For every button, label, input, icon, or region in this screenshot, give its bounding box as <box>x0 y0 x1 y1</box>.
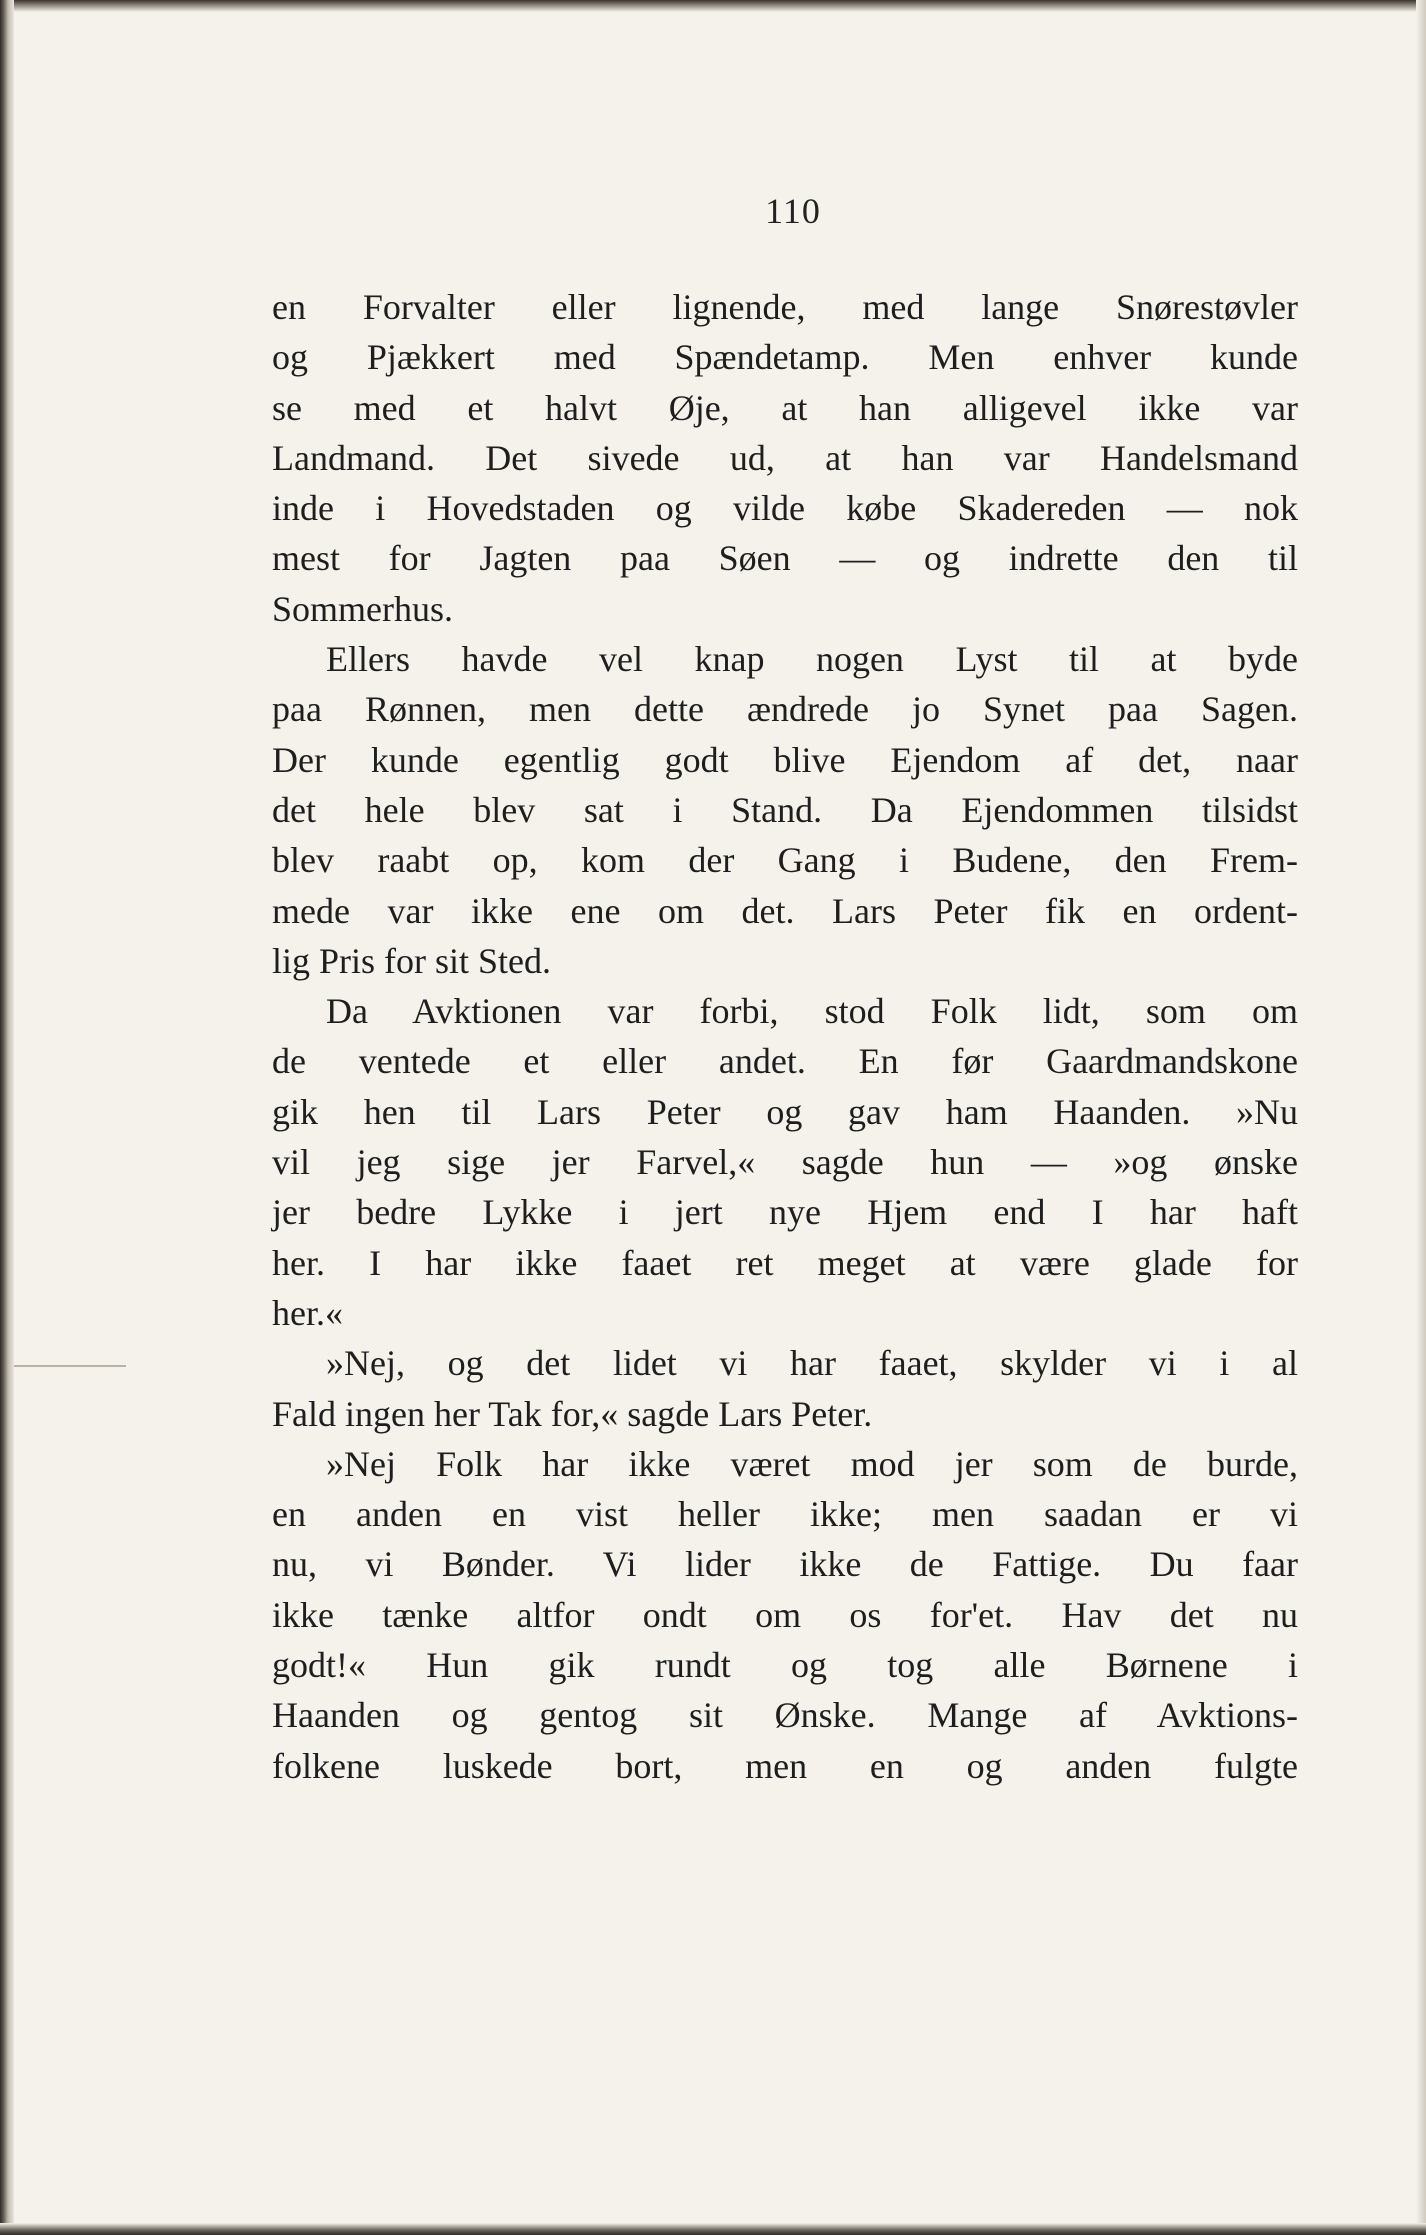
text-line: Ellers havde vel knap nogen Lyst til at byde <box>326 639 1298 680</box>
text-line: blev raabt op, kom der Gang i Budene, den Frem- <box>272 840 1298 881</box>
text-line: mest for Jagten paa Søen — og indrette den til <box>272 538 1298 579</box>
page-right-edge <box>1416 0 1426 2235</box>
page-bottom-edge <box>0 2223 1426 2235</box>
text-line: folkene luskede bort, men en og anden fulgte <box>272 1745 1298 1786</box>
page-number: 110 <box>765 191 821 231</box>
page-top-edge <box>0 0 1426 12</box>
text-line: og Pjækkert med Spændetamp. Men enhver kunde <box>272 337 1298 378</box>
text-line: Sommerhus. <box>272 588 454 629</box>
text-line: Der kunde egentlig godt blive Ejendom af det, naar <box>272 739 1298 780</box>
text-line: de ventede et eller andet. En før Gaardmandskone <box>272 1041 1298 1082</box>
text-line: jer bedre Lykke i jert nye Hjem end I har haft <box>272 1192 1298 1233</box>
text-line: Fald ingen her Tak for,« sagde Lars Peter. <box>272 1393 873 1434</box>
text-line: nu, vi Bønder. Vi lider ikke de Fattige. Du faar <box>272 1544 1298 1585</box>
text-line: ikke tænke altfor ondt om os for'et. Hav det nu <box>272 1594 1298 1635</box>
text-line: her.« <box>272 1292 343 1333</box>
text-line: inde i Hovedstaden og vilde købe Skadereden — nok <box>272 488 1298 529</box>
margin-mark <box>14 1365 126 1367</box>
text-line: mede var ikke ene om det. Lars Peter fik en ordent- <box>272 890 1298 931</box>
text-line: gik hen til Lars Peter og gav ham Haanden. »Nu <box>272 1091 1298 1132</box>
text-line: godt!« Hun gik rundt og tog alle Børnene i <box>272 1645 1298 1686</box>
text-line: Da Avktionen var forbi, stod Folk lidt, som om <box>326 991 1298 1032</box>
body-text <box>272 282 1298 1791</box>
text-line: her. I har ikke faaet ret meget at være glade for <box>272 1242 1298 1283</box>
page-binding-edge <box>0 0 14 2235</box>
text-line: paa Rønnen, men dette ændrede jo Synet paa Sagen. <box>272 689 1298 730</box>
text-line: Haanden og gentog sit Ønske. Mange af Avktions- <box>272 1695 1298 1736</box>
text-line: »Nej, og det lidet vi har faaet, skylder vi i al <box>326 1343 1298 1384</box>
text-line: det hele blev sat i Stand. Da Ejendommen tilsidst <box>272 789 1298 830</box>
text-line: lig Pris for sit Sted. <box>272 940 552 981</box>
text-line: Landmand. Det sivede ud, at han var Handelsmand <box>272 437 1298 478</box>
text-line: se med et halvt Øje, at han alligevel ikke var <box>272 387 1298 428</box>
text-line: vil jeg sige jer Farvel,« sagde hun — »og ønske <box>272 1142 1298 1183</box>
text-line: »Nej Folk har ikke været mod jer som de burde, <box>326 1443 1298 1484</box>
text-line: en anden en vist heller ikke; men saadan er vi <box>272 1494 1298 1535</box>
text-line: en Forvalter eller lignende, med lange Snørestøvler <box>272 287 1298 327</box>
